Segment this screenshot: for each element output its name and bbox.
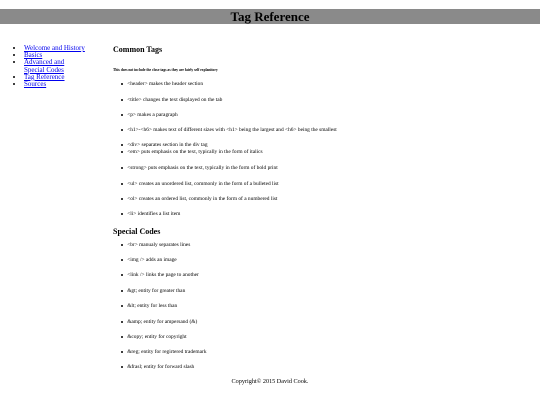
bullet-icon [121, 183, 123, 185]
nav-link-advanced[interactable]: Advanced and Special Codes [24, 58, 65, 74]
bullet-icon [121, 290, 123, 292]
nav-item-sources [24, 81, 86, 88]
bullet-icon [121, 366, 123, 368]
bullet-icon [121, 129, 123, 131]
list-item: <link /> links the page to another [113, 272, 199, 278]
bullet-icon [121, 213, 123, 215]
nav-link-basics[interactable]: Basics [24, 51, 43, 60]
list-item: <br> manualy separates lines [113, 242, 190, 248]
list-item: <ol> creates an ordered list, commonly in the form of a numbered list [113, 196, 277, 202]
list-item: <header> makes the header section [113, 81, 203, 87]
nav-item-advanced [24, 59, 86, 73]
list-item: <em> puts emphasis on the text, typically in the form of italics [113, 149, 263, 155]
nav-link-welcome[interactable]: Welcome and History [24, 44, 85, 52]
list-item: <p> makes a paragraph [113, 112, 178, 118]
sidebar-nav [10, 45, 86, 88]
nav-link-tag-reference[interactable]: Tag Reference [24, 72, 65, 81]
bullet-icon [121, 114, 123, 116]
list-item: &amp; entity for ampersand (&) [113, 319, 197, 325]
bullet-icon [121, 144, 123, 146]
list-item: <img /> adds an image [113, 257, 177, 263]
special-codes-heading: Special Codes [113, 227, 161, 236]
common-tags-heading: Common Tags [113, 45, 163, 54]
bullet-icon [121, 167, 123, 169]
common-tags-note: This does not include the close tags as they are fairly self explanitory [113, 68, 218, 72]
list-item: &reg; entity for regirtered trademark [113, 349, 207, 355]
bullet-icon [121, 259, 123, 261]
list-item: &gt; entity for greater than [113, 288, 185, 294]
bullet-icon [121, 351, 123, 353]
list-item: &copy; entity for copyright [113, 334, 187, 340]
bullet-icon [121, 321, 123, 323]
bullet-icon [121, 198, 123, 200]
page-title: Tag Reference [0, 9, 540, 24]
bullet-icon [121, 244, 123, 246]
list-item: <title> changes the text displayed on the tab [113, 97, 222, 103]
bullet-icon [121, 83, 123, 85]
list-item: <h1>-<h6> makes text of different sizes with <h1> being the largest and <h6> being the smallest [113, 127, 337, 133]
footer-copyright: Copyright© 2015 David Cook. [231, 378, 309, 385]
nav-link-sources[interactable]: Sources [24, 80, 47, 89]
list-item: <strong> puts emphasis on the text, typically in the form of bold print [113, 165, 278, 171]
bullet-icon [121, 99, 123, 101]
list-item: <div> separates section in the div tag [113, 142, 208, 148]
list-item: <ul> creates an unordered list, commonly in the form of a bulleted list [113, 181, 279, 187]
bullet-icon [121, 274, 123, 276]
list-item: &frasl; entity for forward slash [113, 364, 194, 370]
list-item: &lt; entity for less than [113, 303, 177, 309]
list-item: <li> identifies a list item [113, 211, 180, 217]
bullet-icon [121, 151, 123, 153]
bullet-icon [121, 305, 123, 307]
bullet-icon [121, 336, 123, 338]
